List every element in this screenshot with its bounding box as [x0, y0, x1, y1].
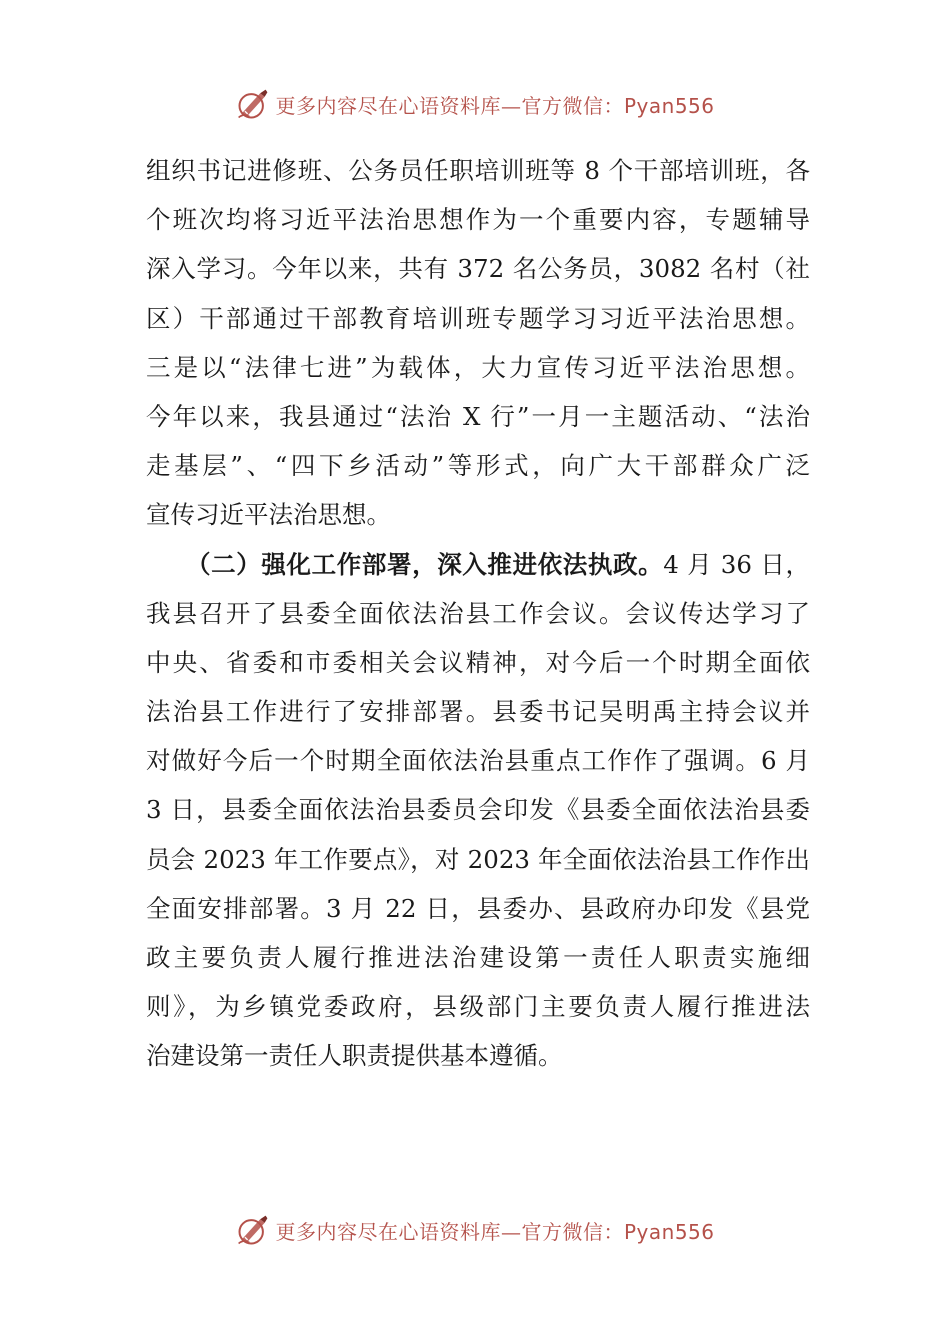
body-line: 走基层”、“四下乡活动”等形式，向广大干部群众广泛: [146, 451, 810, 481]
header-banner-text: [275, 90, 714, 119]
body-line: 宣传习近平法治思想。: [146, 500, 391, 530]
section-heading: （二）强化工作部署，深入推进依法执政。: [186, 549, 664, 579]
header-banner: [0, 84, 950, 124]
body-line: 3 日，县委全面依法治县委员会印发《县委全面依法治县委: [146, 795, 810, 825]
body-line: 则》，为乡镇党委政府，县级部门主要负责人履行推进法: [146, 992, 810, 1022]
body-line: 治建设第一责任人职责提供基本遵循。: [146, 1041, 563, 1071]
body-line: 中央、省委和市委相关会议精神，对今后一个时期全面依: [146, 647, 810, 677]
footer-banner: [0, 1210, 950, 1250]
body-line: 对做好今后一个时期全面依法治县重点工作作了强调。6 月: [146, 746, 810, 776]
body-line: 全面安排部署。3 月 22 日，县委办、县政府办印发《县党: [146, 893, 810, 923]
section-heading-line: [146, 540, 810, 589]
body-line: 今年以来，我县通过“法治 X 行”一月一主题活动、“法治: [146, 401, 810, 431]
body-line: 区）干部通过干部教育培训班专题学习习近平法治思想。: [146, 303, 810, 333]
body-line: 个班次均将习近平法治思想作为一个重要内容，专题辅导: [146, 205, 810, 235]
pen-logo-icon: [235, 1212, 271, 1248]
footer-banner-text: [275, 1216, 714, 1245]
header-banner-contact: Pyan556: [623, 93, 715, 118]
section-heading-tail: 4 月 36 日，: [663, 549, 810, 579]
body-line: 深入学习。今年以来，共有 372 名公务员，3082 名村（社: [146, 254, 810, 284]
header-banner-label: 更多内容尽在心语资料库—官方微信：: [275, 93, 624, 118]
body-line: 政主要负责人履行推进法治建设第一责任人职责实施细: [146, 943, 810, 972]
body-line: 法治县工作进行了安排部署。县委书记吴明禹主持会议并: [146, 697, 810, 727]
body-line: 三是以“法律七进”为载体，大力宣传习近平法治思想。: [146, 352, 810, 382]
body-line: 组织书记进修班、公务员任职培训班等 8 个干部培训班，各: [146, 156, 810, 185]
footer-banner-contact: Pyan556: [623, 1219, 715, 1244]
document-body: [146, 146, 810, 1081]
body-line: 我县召开了县委全面依法治县工作会议。会议传达学习了: [146, 598, 810, 628]
pen-logo-icon: [235, 86, 271, 122]
footer-banner-label: 更多内容尽在心语资料库—官方微信：: [275, 1219, 624, 1244]
body-line: 员会 2023 年工作要点》，对 2023 年全面依法治县工作作出: [146, 844, 810, 874]
